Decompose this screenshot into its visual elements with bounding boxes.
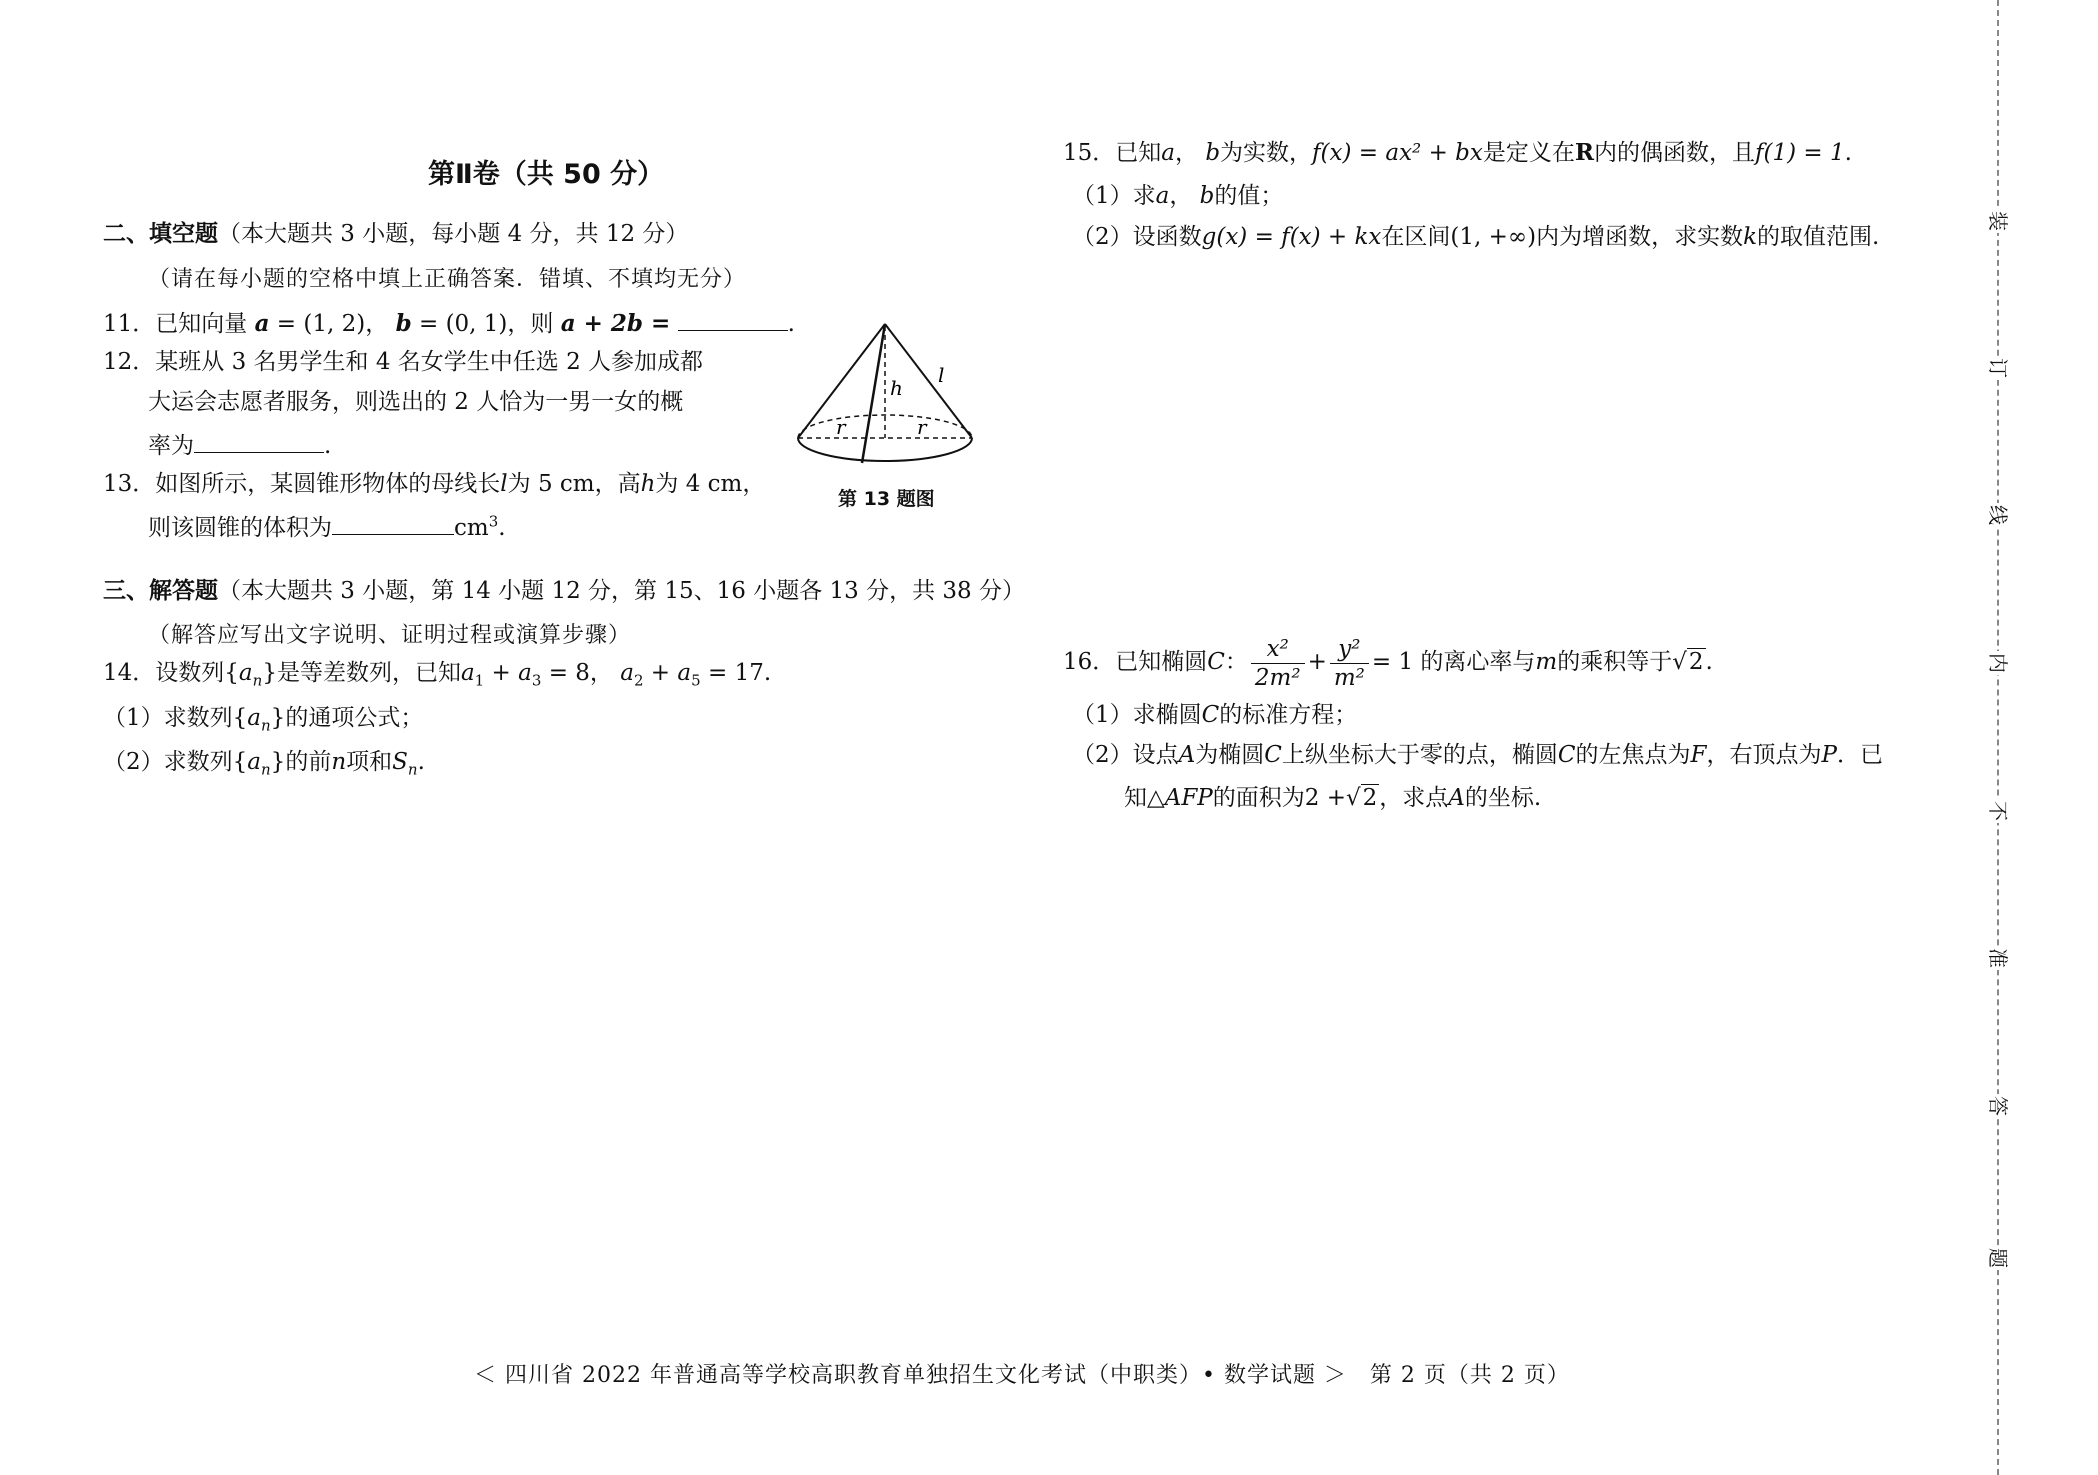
q11-b-value: (0, 1) (445, 311, 508, 337)
q11-expression: a + 2b = (560, 310, 671, 337)
q14-p1-text: （1）求数列 (103, 705, 233, 731)
q11-vec-a: a (254, 310, 270, 337)
q15-p1-text: （1）求 (1072, 183, 1156, 209)
cone-label-r-right: r (917, 415, 927, 439)
q16-p2-line2-d: 的坐标. (1464, 785, 1542, 811)
binding-char-8: 题 (1986, 1248, 2010, 1268)
q15-text-d: 内的偶函数，且 (1594, 140, 1755, 166)
q13-text-c: 为 4 cm， (655, 471, 766, 497)
cone-slant-line (862, 324, 885, 463)
q16-fraction-x: $\frac{\text{x²}}{\text{2m²}}$ (1251, 635, 1305, 692)
q15-interval: (1, +∞) (1450, 224, 1537, 250)
q16-sqrt-2: 2 (1688, 649, 1704, 675)
q15-text-a: 15．已知 (1063, 140, 1162, 166)
page-footer: ＜ 四川省 2022 年普通高等学校高职教育单独招生文化考试（中职类）• 数学试题 ＞ 第 2 页（共 2 页） (474, 1363, 1570, 1388)
question-14: 14．设数列$\{a_n\}$是等差数列，已知$a_1 + a_3 = 8$， $a_2 + a_5 = 17$. (103, 660, 772, 690)
q16-p1-end: 的标准方程； (1219, 702, 1358, 728)
q16-area: 2 + (1304, 785, 1346, 811)
binding-char-3: 线 (1986, 505, 2010, 525)
q16-fraction-y: $\frac{\text{y²}}{\text{m²}}$ (1330, 635, 1369, 692)
q14-text: 14．设数列 (103, 660, 225, 686)
q15-text-c: 是定义在 (1482, 140, 1575, 166)
binding-char-2: 订 (1986, 358, 2010, 378)
q16-var-C: C (1207, 649, 1225, 675)
q16-var-m: m (1535, 649, 1558, 675)
cone-base-front (798, 438, 972, 461)
q16-text-b: = 1 的离心率与 (1371, 649, 1536, 675)
q13-text-a: 13．如图所示，某圆锥形物体的母线长 (103, 471, 501, 497)
question-16-part2-line2: 知△AFP的面积为2 +√2，求点A的坐标. (1124, 785, 1542, 811)
q14-p2-text: （2）求数列 (103, 749, 233, 775)
q11-a-value: (1, 2) (303, 311, 366, 337)
part3-heading: 三、解答题 (103, 578, 218, 604)
q13-unit: cm (454, 515, 489, 541)
q16-p2-text-e: ，右顶点为 (1706, 742, 1822, 768)
q15-p2-text-b: 在区间 (1381, 224, 1451, 250)
binding-char-1: 装 (1986, 211, 2010, 231)
part2-header (103, 219, 688, 249)
q11-vec-b: b (395, 310, 412, 337)
q15-g-function: g(x) = f(x) + kx (1201, 224, 1382, 250)
question-16: 16．已知椭圆C： $\frac{\text{x²}}{\text{2m²}}$ + $\frac{\text{y²}}{\text{m²}}$ = 1 的离心率与m的乘积等于√2. (1063, 635, 1713, 691)
binding-char-4: 内 (1986, 653, 2010, 673)
q16-p2-text-b: 为椭圆 (1195, 742, 1265, 768)
question-15-part1: （1）求a， b的值； (1072, 183, 1284, 209)
cone-label-r-left: r (836, 415, 846, 439)
answer-blank-12[interactable] (194, 428, 324, 453)
answer-blank-11[interactable] (678, 306, 788, 331)
binding-char-5: 不 (1986, 801, 2010, 821)
section-title: 第Ⅱ卷（共 50 分） (428, 159, 665, 190)
q15-p2-text-c: 内为增函数，求实数 (1536, 224, 1744, 250)
part2-note: （请在每小题的空格中填上正确答案．错填、不填均无分） (148, 267, 747, 292)
q16-text-c: 的乘积等于 (1557, 649, 1673, 675)
q12-text: 率为 (148, 433, 194, 459)
q14-eq1: = 8 (548, 660, 590, 686)
q13-var-l: l (500, 471, 508, 497)
q11-text: 11．已知向量 (103, 311, 248, 337)
q13-var-h: h (640, 471, 656, 497)
q15-p2-text-a: （2）设函数 (1072, 224, 1202, 250)
question-12-line2: 大运会志愿者服务，则选出的 2 人恰为一男一女的概 (148, 389, 684, 415)
q15-function: f(x) = ax² + bx (1312, 140, 1483, 166)
part3-desc: （本大题共 3 小题，第 14 小题 12 分，第 15、16 小题各 13 分，共 38 分） (218, 578, 1025, 604)
q16-text-a: 16．已知椭圆 (1063, 649, 1208, 675)
binding-char-7: 答 (1986, 1096, 2010, 1116)
part3-note: （解答应写出文字说明、证明过程或演算步骤） (148, 623, 632, 648)
question-13-line1 (103, 469, 765, 499)
question-12-line1: 12．某班从 3 名男学生和 4 名女学生中任选 2 人参加成都 (103, 349, 704, 375)
question-15-part2: （2）设函数g(x) = f(x) + kx在区间(1, +∞)内为增函数，求实数k的取值范围. (1072, 224, 1880, 250)
question-13-line2: 则该圆锥的体积为 $cm^3$. (148, 510, 506, 543)
q14-p2-mid: 的前 (285, 749, 332, 775)
question-11: 11．已知向量 a = (1, 2)， b = (0, 1)，则 a + 2b = . (103, 306, 795, 339)
question-12-line3: 率为 . (148, 428, 331, 461)
question-14-part1: （1）求数列$\{a_n\}$的通项公式； (103, 705, 424, 735)
question-16-part1: （1）求椭圆C的标准方程； (1072, 702, 1358, 728)
q16-p2-line2-a: 知△ (1124, 785, 1165, 811)
figure-caption: 第 13 题图 (838, 488, 935, 510)
q15-p2-text-d: 的取值范围. (1757, 224, 1880, 250)
q15-condition: f(1) = 1 (1755, 140, 1845, 166)
q16-p2-text-d: 的左焦点为 (1575, 742, 1691, 768)
question-16-part2-line1: （2）设点A为椭圆C上纵坐标大于零的点，椭圆C的左焦点为F，右顶点为P．已 (1072, 742, 1883, 768)
cone-figure (790, 320, 980, 470)
part3-header (103, 576, 1025, 606)
q16-p2-text-f: ．已 (1836, 742, 1883, 768)
q14-eq2: = 17 (707, 660, 764, 686)
binding-char-6: 准 (1986, 948, 2010, 968)
q14-mid: 是等差数列，已知 (276, 660, 461, 686)
cone-label-h: h (890, 376, 903, 400)
q16-p1-text: （1）求椭圆 (1072, 702, 1202, 728)
q13-text-d: 则该圆锥的体积为 (148, 515, 332, 541)
q14-p2-end: 项和 (346, 749, 393, 775)
q14-p1-end: 的通项公式； (285, 705, 424, 731)
cone-label-l: l (938, 363, 945, 387)
question-15: 15．已知a， b为实数，f(x) = ax² + bx是定义在R内的偶函数，且f(1) = 1. (1063, 139, 1852, 166)
q16-p2-line2-b: 的面积为 (1212, 785, 1305, 811)
q13-text-b: 为 5 cm，高 (507, 471, 641, 497)
part2-heading: 二、填空题 (103, 221, 218, 247)
q15-real-set: R (1574, 139, 1594, 166)
q16-p2-text-a: （2）设点 (1072, 742, 1179, 768)
question-14-part2: （2）求数列$\{a_n\}$的前n项和$S_n$. (103, 749, 425, 779)
answer-blank-13[interactable] (332, 510, 454, 535)
part2-desc: （本大题共 3 小题，每小题 4 分，共 12 分） (218, 221, 689, 247)
q15-p1-end: 的值； (1214, 183, 1284, 209)
q11-then: ，则 (507, 311, 554, 337)
q16-p2-text-c: 上纵坐标大于零的点，椭圆 (1281, 742, 1558, 768)
q16-p2-line2-c: ，求点 (1379, 785, 1449, 811)
q15-text-b: 为实数， (1220, 140, 1313, 166)
